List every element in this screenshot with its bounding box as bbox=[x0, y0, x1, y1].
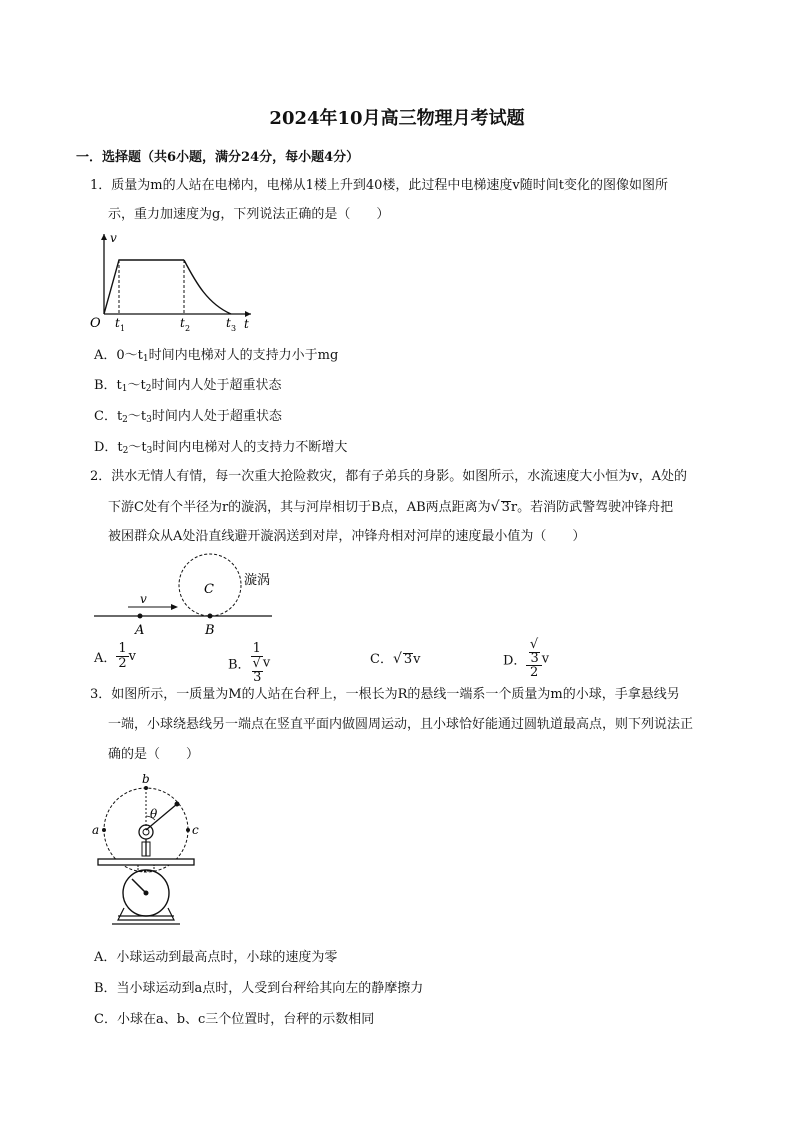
q1-option-b-mid: ～t bbox=[127, 378, 146, 393]
q2-option-a-v: v bbox=[128, 649, 137, 664]
q3-c-label: c bbox=[192, 823, 199, 837]
q2-option-d[interactable]: D． √ 3 2 v bbox=[503, 637, 550, 680]
q2-option-d-label: D． bbox=[503, 653, 527, 669]
q1-vt-graph bbox=[86, 228, 261, 334]
q1-option-a[interactable] bbox=[94, 344, 338, 364]
q1-line2: 示，重力加速度为g，下列说法正确的是（ ） bbox=[108, 207, 390, 222]
q3-option-c[interactable]: C．小球在a、b、c三个位置时，台秤的示数相同 bbox=[94, 1012, 375, 1027]
q1-option-d[interactable] bbox=[94, 436, 347, 456]
q2-option-b-v: v bbox=[262, 655, 271, 671]
v-axis-label: v bbox=[110, 231, 117, 245]
q1-option-a-text: 时间内电梯对人的支持力小于mg bbox=[148, 348, 339, 363]
q1-option-d-pre: D．t bbox=[94, 440, 123, 455]
q2-line2: 下游C处有个半径为r的漩涡，其与河岸相切于B点，AB两点距离为√ 3r。若消防武警驾驶冲锋舟把 bbox=[108, 499, 674, 515]
t2-label: t bbox=[180, 316, 185, 330]
t-axis-label: t bbox=[244, 317, 249, 331]
page-title: 2024年10月高三物理月考试题 bbox=[269, 108, 525, 129]
q2-a-label: A bbox=[135, 623, 145, 638]
q2-option-b-num: 1 bbox=[252, 641, 261, 656]
q2-v-label: v bbox=[140, 592, 147, 606]
q1-option-c-sub2: 3 bbox=[146, 415, 152, 425]
q3-a-label: a bbox=[92, 823, 100, 837]
q2-option-a-den: 2 bbox=[118, 656, 127, 671]
q2-option-c[interactable]: C．√ 3v bbox=[370, 651, 421, 667]
q3-b-label: b bbox=[142, 772, 150, 786]
t3-sub: 3 bbox=[231, 324, 237, 333]
q1-option-c-pre: C．t bbox=[94, 409, 123, 424]
q2-option-c-label: C． bbox=[370, 652, 393, 667]
q2-vortex-figure bbox=[92, 552, 282, 638]
q2-option-a-num: 1 bbox=[118, 641, 127, 656]
q2-option-a[interactable] bbox=[94, 642, 136, 671]
q3-option-b[interactable]: B．当小球运动到a点时，人受到台秤给其向左的静摩擦力 bbox=[94, 981, 424, 996]
q2-option-b-label: B． bbox=[228, 657, 251, 673]
q1-option-c-sub1: 2 bbox=[122, 415, 128, 425]
q2-line1: 2．洪水无情人有情，每一次重大抢险救灾，都有子弟兵的身影。如图所示，水流速度大小恒为v，A处的 bbox=[90, 469, 688, 484]
q2-line2-a: 下游C处有个半径为r的漩涡，其与河岸相切于B点，AB两点距离为 bbox=[108, 500, 491, 515]
t2-sub: 2 bbox=[185, 324, 191, 333]
q2-line2-b: r。若消防武警驾驶冲锋舟把 bbox=[510, 500, 674, 515]
q1-line1: 1．质量为m的人站在电梯内，电梯从1楼上升到40楼，此过程中电梯速度v随时间t变化的图像如图所 bbox=[90, 178, 668, 193]
origin-label: O bbox=[90, 316, 101, 331]
q2-option-d-v: v bbox=[541, 651, 550, 667]
q2-line3: 被困群众从A处沿直线避开漩涡送到对岸，冲锋舟相对河岸的速度最小值为（ ） bbox=[108, 529, 586, 544]
q3-scale-figure bbox=[88, 770, 198, 934]
q2-option-d-num: 3 bbox=[530, 651, 539, 666]
q2-vortex-label: 漩涡 bbox=[244, 573, 271, 588]
q1-option-c-mid: ～t bbox=[127, 409, 147, 424]
t3-label: t bbox=[226, 316, 231, 330]
q1-option-b[interactable] bbox=[94, 374, 282, 394]
q2-option-c-rad: 3 bbox=[403, 652, 413, 667]
q2-b-label: B bbox=[205, 623, 215, 638]
q2-line2-rad: 3 bbox=[501, 500, 510, 515]
q3-option-a[interactable]: A．小球运动到最高点时，小球的速度为零 bbox=[94, 950, 338, 965]
q3-line2: 一端，小球绕悬线另一端点在竖直平面内做圆周运动，且小球恰好能通过圆轨道最高点，则下列说法正 bbox=[108, 717, 694, 732]
q1-option-b-pre: B．t bbox=[94, 378, 122, 393]
q1-option-b-sub2: 2 bbox=[145, 384, 152, 394]
q3-line3: 确的是（ ） bbox=[108, 747, 200, 762]
q1-option-d-sub2: 3 bbox=[146, 446, 153, 456]
q1-option-b-text: 时间内人处于超重状态 bbox=[151, 378, 282, 393]
q2-option-d-den: 2 bbox=[529, 665, 539, 680]
q1-option-c-text: 时间内人处于超重状态 bbox=[151, 409, 282, 424]
section-heading: 一．选择题（共6小题，满分24分，每小题4分） bbox=[76, 150, 360, 165]
q1-option-d-mid: ～t bbox=[128, 440, 147, 455]
q3-line1: 3．如图所示，一质量为M的人站在台秤上，一根长为R的悬线一端系一个质量为m的小球，手拿悬线另 bbox=[90, 687, 680, 702]
q1-option-d-sub1: 2 bbox=[122, 446, 129, 456]
q2-option-a-label: A． bbox=[94, 651, 117, 666]
q2-option-c-v: v bbox=[413, 652, 421, 667]
q1-option-b-sub1: 1 bbox=[121, 384, 128, 394]
q3-theta-label: θ bbox=[150, 807, 158, 821]
q1-option-a-sub: 1 bbox=[142, 354, 149, 364]
t1-sub: 1 bbox=[120, 324, 126, 333]
q2-option-b[interactable]: B． 1 √ 3 v bbox=[228, 641, 271, 685]
q2-c-label: C bbox=[204, 582, 214, 597]
q1-option-c[interactable] bbox=[94, 405, 282, 425]
q2-option-b-den: 3 bbox=[253, 670, 262, 685]
t1-label: t bbox=[115, 316, 120, 330]
q1-option-d-text: 时间内电梯对人的支持力不断增大 bbox=[152, 440, 348, 455]
q1-option-a-pre: A．0～t bbox=[94, 348, 143, 363]
